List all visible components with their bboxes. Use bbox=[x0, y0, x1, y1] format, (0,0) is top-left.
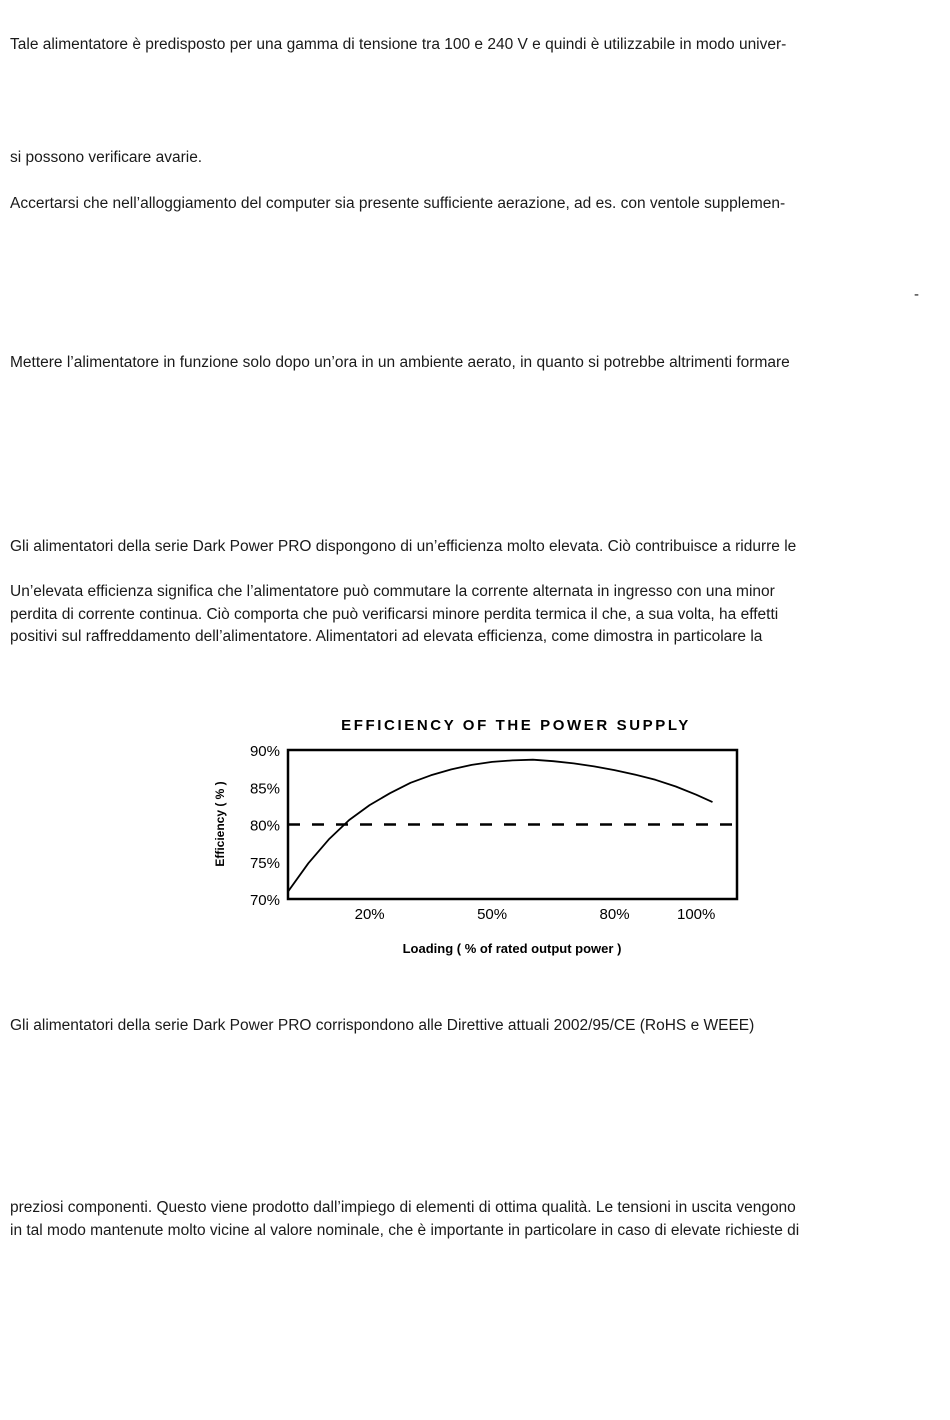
y-tick-label: 70% bbox=[249, 892, 280, 909]
stray-hyphen: - bbox=[914, 286, 919, 303]
x-axis-label: Loading ( % of rated output power ) bbox=[402, 941, 622, 956]
paragraph-efficiency-detail bbox=[10, 581, 942, 649]
text-line: Mettere l’alimentatore in funzione solo dopo un’ora in un ambiente aerato, in quanto si potrebbe altrimenti formare bbox=[10, 354, 790, 371]
x-tick-label: 50% bbox=[477, 906, 508, 923]
paragraph-voltage-range bbox=[10, 34, 942, 57]
y-axis-label: Efficiency ( % ) bbox=[213, 781, 227, 867]
paragraph-directives bbox=[10, 1015, 942, 1038]
chart-title: EFFICIENCY OF THE POWER SUPPLY bbox=[341, 717, 691, 734]
text-line: Gli alimentatori della serie Dark Power PRO dispongono di un’efficienza molto elevata. Ciò contribuisce a ridurre le bbox=[10, 538, 797, 555]
paragraph-components bbox=[10, 1197, 942, 1242]
x-tick-label: 20% bbox=[354, 906, 385, 923]
text-line: perdita di corrente continua. Ciò comporta che può verificarsi minore perdita termica il che, a sua volta, ha effetti bbox=[10, 605, 779, 623]
text-line: preziosi componenti. Questo viene prodotto dall’impiego di elementi di ottima qualità. Le tensioni in uscita vengono bbox=[10, 1199, 796, 1216]
y-tick-label: 75% bbox=[249, 854, 280, 872]
paragraph-efficiency-intro bbox=[10, 536, 942, 559]
efficiency-chart bbox=[200, 706, 760, 968]
text-line: in tal modo mantenute molto vicine al valore nominale, che è importante in particolare in caso di elevate richieste di bbox=[10, 1221, 800, 1239]
y-tick-label: 80% bbox=[249, 817, 280, 835]
paragraph-ventilation bbox=[10, 193, 942, 216]
y-tick-label: 90% bbox=[249, 743, 280, 760]
x-tick-label: 80% bbox=[599, 906, 630, 923]
text-line: Tale alimentatore è predisposto per una gamma di tensione tra 100 e 240 V e quindi è utilizzabile in modo univer- bbox=[10, 36, 787, 53]
paragraph-damage-warning bbox=[10, 147, 942, 170]
text-line: Gli alimentatori della serie Dark Power PRO corrispondono alle Direttive attuali 2002/95/CE (RoHS e WEEE) bbox=[10, 1017, 755, 1034]
text-line: si possono verificare avarie. bbox=[10, 149, 203, 166]
text-line: Un’elevata efficienza significa che l’alimentatore può commutare la corrente alternata in ingresso con una minor bbox=[10, 583, 775, 600]
text-line: Accertarsi che nell’alloggiamento del computer sia presente sufficiente aerazione, ad es. con ventole supplemen- bbox=[10, 195, 786, 212]
x-tick-label: 100% bbox=[676, 906, 716, 923]
y-tick-label: 85% bbox=[249, 780, 280, 798]
text-line: positivi sul raffreddamento dell’alimentatore. Alimentatori ad elevata efficienza, come dimostra in particolare la bbox=[10, 628, 763, 645]
paragraph-operation bbox=[10, 352, 942, 375]
